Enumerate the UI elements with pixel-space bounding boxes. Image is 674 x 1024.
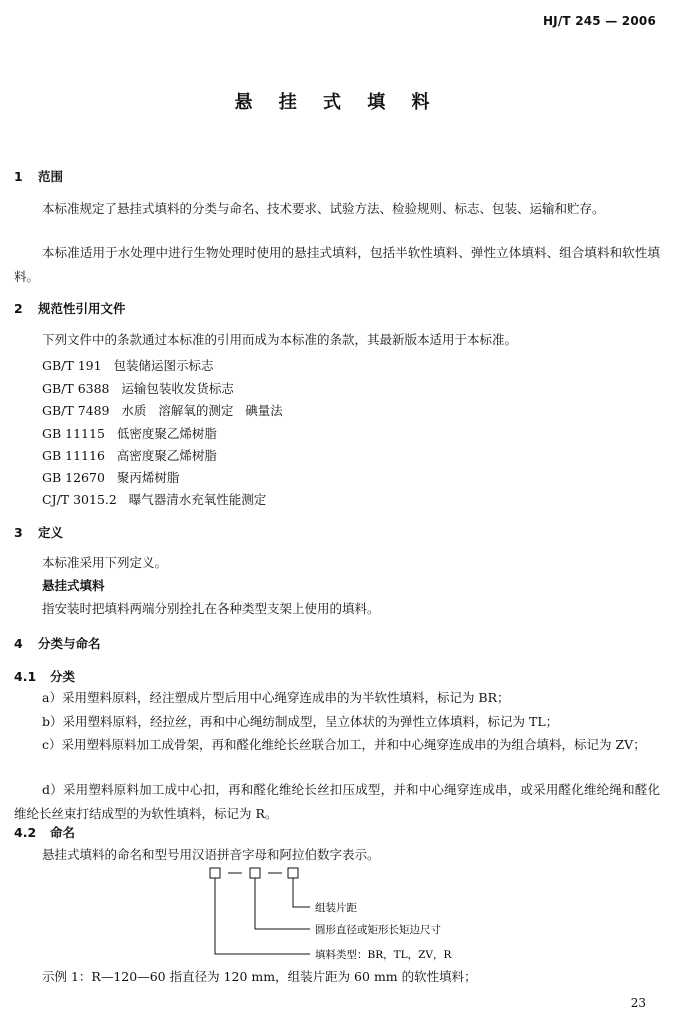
- section-number: 4.1: [14, 669, 37, 684]
- reference-item: GB 11115 低密度聚乙烯树脂: [42, 426, 217, 441]
- reference-item: GB/T 6388 运输包装收发货标志: [42, 381, 234, 396]
- section-number: 3: [14, 525, 23, 540]
- section-number: 2: [14, 301, 23, 316]
- section-title: 规范性引用文件: [38, 301, 126, 316]
- section-2-intro: 下列文件中的条款通过本标准的引用而成为本标准的条款，其最新版本适用于本标准。: [42, 332, 518, 347]
- reference-item: GB 12670 聚丙烯树脂: [42, 470, 180, 485]
- leader-line: [255, 878, 310, 929]
- section-3-intro: 本标准采用下列定义。: [42, 555, 168, 570]
- classification-item-d: d）采用塑料原料加工成中心扣，再和醛化维纶长丝扣压成型，并和中心绳穿连成串，或采用醛化维纶绳和醛化维纶长丝束打结成型的为软性填料，标记为 R。: [14, 782, 660, 821]
- section-2-heading: [14, 299, 126, 317]
- leader-line: [215, 878, 310, 954]
- section-1-heading: [14, 167, 63, 185]
- label-type: 填料类型：BR，TL，ZV，R: [315, 949, 452, 961]
- type-box: [210, 868, 220, 878]
- page-number: 23: [630, 996, 646, 1010]
- section-number: 4: [14, 636, 23, 651]
- classification-item-a: a）采用塑料原料，经注塑成片型后用中心绳穿连成串的为半软性填料，标记为 BR；: [42, 690, 510, 705]
- reference-item: GB/T 7489 水质 溶解氧的测定 碘量法: [42, 403, 283, 418]
- reference-item: CJ/T 3015.2 曝气器清水充氧性能测定: [42, 492, 267, 507]
- section-number: 1: [14, 169, 23, 184]
- section-3-heading: [14, 523, 63, 541]
- section-number: 4.2: [14, 825, 37, 840]
- standard-number: HJ/T 245 — 2006: [542, 14, 656, 28]
- section-title: 分类与命名: [38, 636, 101, 651]
- section-title: 范围: [38, 169, 64, 184]
- section-title: 分类: [50, 669, 76, 684]
- term-definition: 指安装时把填料两端分别拴扎在各种类型支架上使用的填料。: [42, 601, 380, 616]
- section-1-para-2: 本标准适用于水处理中进行生物处理时使用的悬挂式填料，包括半软性填料、弹性立体填料、组合填料和软性填料。: [14, 245, 660, 284]
- label-spacing: 组装片距: [315, 902, 357, 914]
- section-title: 定义: [38, 525, 64, 540]
- size-box: [250, 868, 260, 878]
- section-4-heading: [14, 634, 101, 652]
- classification-item-c: c）采用塑料原料加工成骨架，再和醛化维纶长丝联合加工，并和中心绳穿连成串的为组合填料，标记为 ZV；: [42, 737, 646, 752]
- classification-item-b: b）采用塑料原料，经拉丝，再和中心绳纺制成型，呈立体状的为弹性立体填料，标记为 TL；: [42, 714, 559, 729]
- term-name: 悬挂式填料: [42, 578, 105, 593]
- reference-item: GB 11116 高密度聚乙烯树脂: [42, 448, 217, 463]
- naming-intro: 悬挂式填料的命名和型号用汉语拼音字母和阿拉伯数字表示。: [42, 847, 380, 862]
- section-4-1-heading: [14, 667, 75, 685]
- naming-diagram: [200, 866, 500, 966]
- page-title: 悬 挂 式 填 料: [234, 92, 440, 113]
- leader-line: [293, 878, 310, 907]
- label-size: 圆形直径或矩形长矩边尺寸: [315, 924, 441, 936]
- reference-item: GB/T 191 包装储运图示标志: [42, 358, 214, 373]
- spacing-box: [288, 868, 298, 878]
- example-1: 示例 1：R—120—60 指直径为 120 mm，组装片距为 60 mm 的软性填料；: [42, 969, 477, 984]
- section-title: 命名: [50, 825, 76, 840]
- section-4-2-heading: [14, 823, 75, 841]
- section-1-para-1: 本标准规定了悬挂式填料的分类与命名、技术要求、试验方法、检验规则、标志、包装、运输和贮存。: [42, 201, 605, 216]
